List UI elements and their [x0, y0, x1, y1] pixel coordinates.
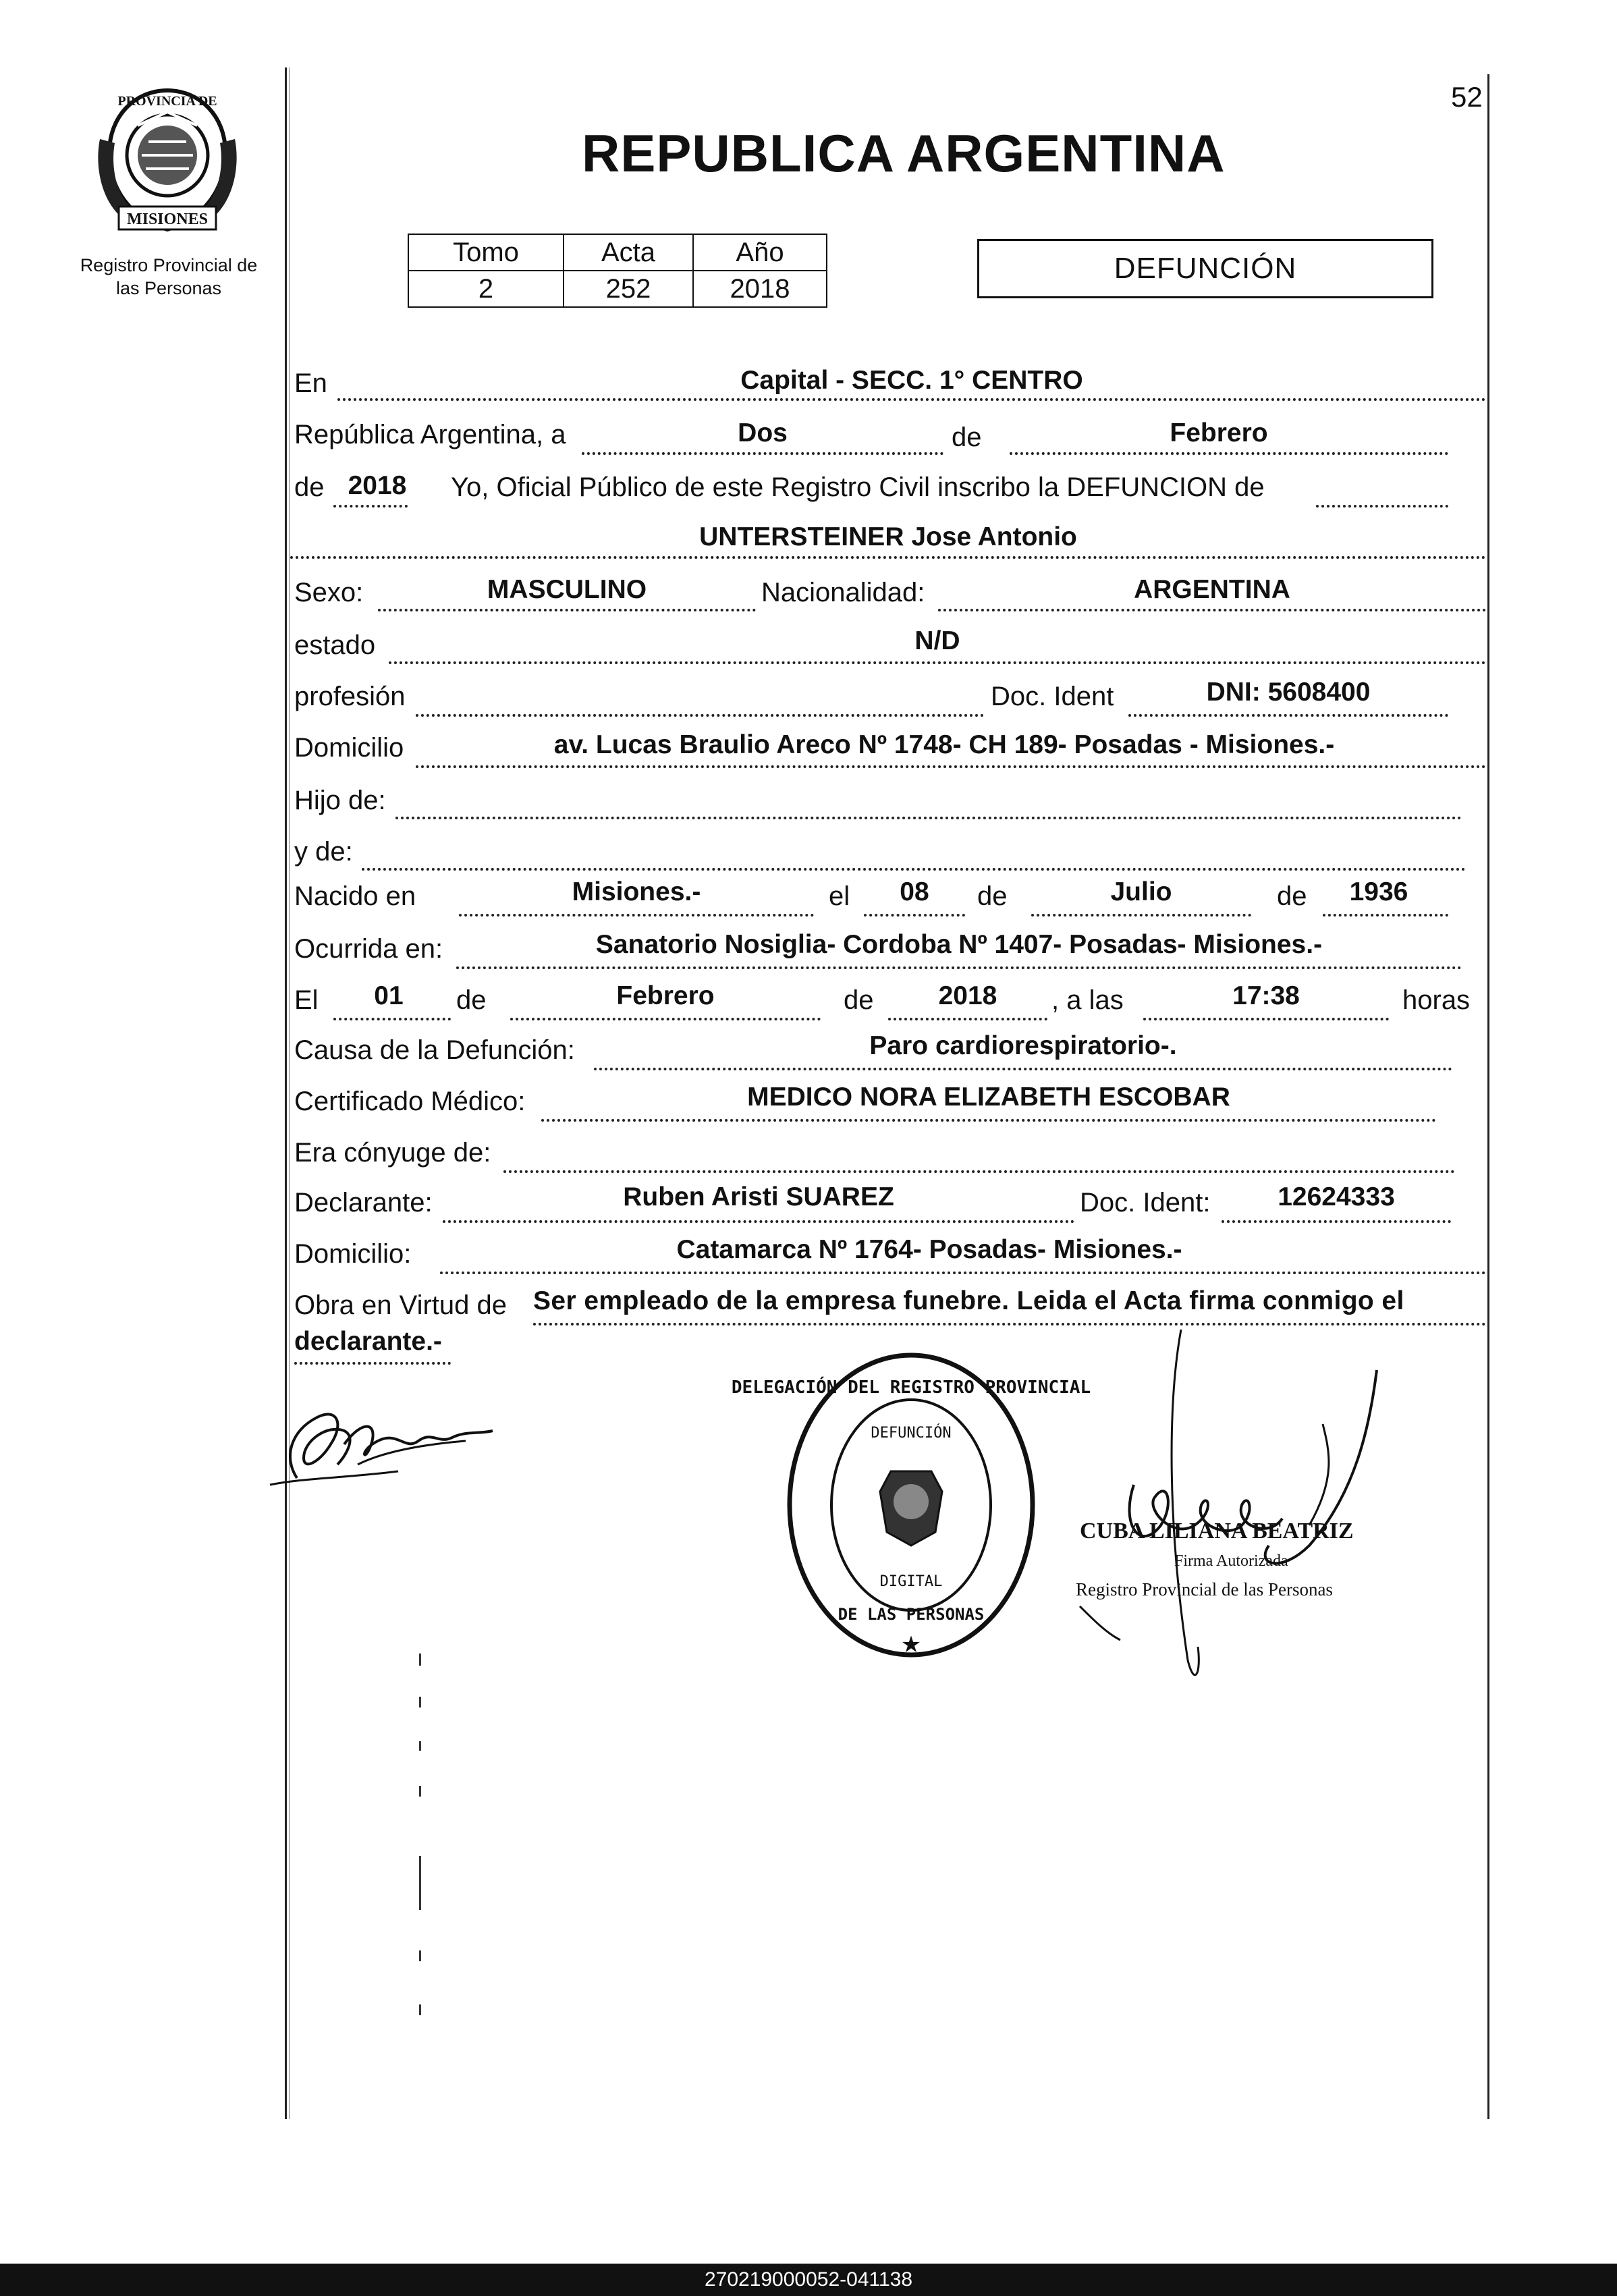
republica-label: República Argentina, a	[294, 420, 566, 449]
death-day: 01	[374, 981, 404, 1010]
yde-dots	[362, 868, 1466, 871]
yde-label: y de:	[294, 837, 353, 867]
inscribo-dots	[1316, 505, 1448, 508]
official-name: CUBA LILIANA BEATRIZ	[1080, 1519, 1354, 1543]
causa-dots	[594, 1068, 1452, 1070]
left-margin-rule	[285, 67, 287, 2119]
obra-value-line2: declarante.-	[294, 1327, 442, 1356]
document-type: DEFUNCIÓN	[977, 239, 1433, 298]
anio-value: 2018	[693, 271, 827, 307]
alas-label: , a las	[1051, 985, 1124, 1015]
death-time: 17:38	[1232, 981, 1300, 1010]
declarante-name: Ruben Aristi SUAREZ	[623, 1182, 894, 1211]
death-el-label: El	[294, 985, 319, 1015]
birth-de2-label: de	[1277, 881, 1307, 911]
death-year-dots	[888, 1018, 1047, 1020]
death-year: 2018	[938, 981, 997, 1010]
registry-name-line2: las Personas	[115, 278, 222, 298]
birth-month-dots	[1031, 914, 1251, 917]
death-place: Sanatorio Nosiglia- Cordoba Nº 1407- Posadas- Misiones.-	[595, 930, 1323, 959]
declarante-domicilio-value: Catamarca Nº 1764- Posadas- Misiones.-	[676, 1235, 1182, 1264]
year-prefix-label: de	[294, 472, 325, 502]
estado-dots	[389, 661, 1486, 664]
page-number: 52	[1451, 81, 1483, 113]
certificado-label: Certificado Médico:	[294, 1087, 526, 1116]
causa-label: Causa de la Defunción:	[294, 1035, 575, 1065]
nacionalidad-dots	[938, 609, 1486, 611]
birth-de1-label: de	[977, 881, 1008, 911]
day-dots	[582, 452, 943, 455]
birth-day: 08	[900, 877, 929, 906]
ocurrida-label: Ocurrida en:	[294, 934, 443, 964]
el-label: el	[829, 881, 850, 911]
acta-header: Acta	[564, 234, 693, 271]
record-year: 2018	[348, 471, 407, 500]
declarant-signature-icon	[263, 1377, 520, 1505]
death-month: Febrero	[616, 981, 715, 1010]
official-stamp-icon	[731, 1350, 1091, 1667]
document-code: 270219000052-041138	[704, 2268, 913, 2291]
anio-header: Año	[693, 234, 827, 271]
domicilio-label: Domicilio	[294, 733, 404, 763]
svg-text:DELEGACIÓN DEL REGISTRO PROVIN: DELEGACIÓN DEL REGISTRO PROVINCIAL	[731, 1377, 1091, 1398]
acta-value: 252	[564, 271, 693, 307]
declarante-dots	[443, 1220, 1074, 1223]
cause-of-death: Paro cardiorespiratorio-.	[869, 1031, 1177, 1060]
birth-day-dots	[864, 914, 965, 917]
province-crest-icon	[94, 85, 240, 238]
death-month-dots	[510, 1018, 821, 1020]
sexo-dots	[378, 609, 756, 611]
record-month: Febrero	[1170, 418, 1268, 447]
death-time-dots	[1143, 1018, 1389, 1020]
official-role: Firma Autorizada	[1174, 1552, 1288, 1570]
left-margin-rule-inner	[289, 67, 290, 2119]
record-table	[408, 234, 827, 308]
svg-text:DIGITAL: DIGITAL	[879, 1573, 943, 1590]
svg-text:★: ★	[900, 1632, 922, 1658]
declarante-label: Declarante:	[294, 1188, 433, 1218]
conyuge-label: Era cónyuge de:	[294, 1138, 491, 1168]
right-margin-rule	[1487, 74, 1489, 2119]
death-de2-label: de	[844, 985, 874, 1015]
year-dots	[333, 505, 408, 508]
official-signature-icon	[1053, 1323, 1431, 1701]
obra-label: Obra en Virtud de	[294, 1290, 508, 1320]
scan-tick-marks	[418, 1653, 422, 2031]
sexo-label: Sexo:	[294, 578, 364, 607]
month-dots	[1010, 452, 1448, 455]
domicilio-value: av. Lucas Braulio Areco Nº 1748- CH 189- Posadas - Misiones.-	[553, 730, 1335, 759]
tomo-header: Tomo	[408, 234, 564, 271]
nacido-dots	[459, 914, 814, 917]
birth-place: Misiones.-	[572, 877, 701, 906]
official-org: Registro Provincial de las Personas	[1076, 1579, 1333, 1600]
registry-name	[54, 254, 283, 300]
place-of-record: Capital - SECC. 1° CENTRO	[740, 366, 1083, 395]
estado-label: estado	[294, 630, 376, 660]
svg-text:MISIONES: MISIONES	[126, 211, 209, 228]
svg-text:DEFUNCIÓN: DEFUNCIÓN	[871, 1425, 952, 1442]
registry-name-line1: Registro Provincial de	[80, 255, 258, 275]
record-day: Dos	[738, 418, 788, 447]
death-de1-label: de	[456, 985, 487, 1015]
de-label-1: de	[952, 422, 982, 452]
death-day-dots	[333, 1018, 451, 1020]
deceased-name: UNTERSTEINER Jose Antonio	[699, 522, 1077, 551]
declarante-doc-dots	[1222, 1220, 1451, 1223]
sexo-value: MASCULINO	[487, 575, 647, 604]
profesion-dots	[416, 714, 984, 717]
declarante-domicilio-label: Domicilio:	[294, 1239, 412, 1269]
name-dots	[290, 556, 1486, 559]
tomo-value: 2	[408, 271, 564, 307]
declarante-domicilio-dots	[440, 1272, 1486, 1274]
ocurrida-dots	[456, 966, 1462, 969]
doc-ident-dots	[1128, 714, 1448, 717]
estado-value: N/D	[914, 626, 960, 655]
inscribo-text: Yo, Oficial Público de este Registro Civil inscribo la DEFUNCION de	[451, 472, 1265, 502]
obra-dots-2	[294, 1362, 451, 1365]
declarante-doc-value: 12624333	[1278, 1182, 1395, 1211]
birth-year-dots	[1323, 914, 1448, 917]
birth-year: 1936	[1349, 877, 1408, 906]
declarante-doc-label: Doc. Ident:	[1080, 1188, 1211, 1218]
en-label: En	[294, 368, 327, 398]
nacionalidad-label: Nacionalidad:	[761, 578, 925, 607]
obra-value-line1: Ser empleado de la empresa funebre. Leida el Acta firma conmigo el	[533, 1286, 1404, 1315]
doc-ident-value: DNI: 5608400	[1206, 678, 1371, 707]
hijo-label: Hijo de:	[294, 786, 386, 815]
conyuge-dots	[503, 1170, 1455, 1173]
birth-month: Julio	[1110, 877, 1172, 906]
certificado-dots	[541, 1119, 1436, 1122]
nacionalidad-value: ARGENTINA	[1134, 575, 1290, 604]
page-title: REPUBLICA ARGENTINA	[582, 124, 1226, 183]
doc-ident-label: Doc. Ident	[991, 682, 1114, 711]
nacido-label: Nacido en	[294, 881, 416, 911]
svg-text:PROVINCIA DE: PROVINCIA DE	[117, 94, 217, 109]
profesion-label: profesión	[294, 682, 406, 711]
en-dots	[337, 398, 1486, 401]
horas-label: horas	[1402, 985, 1471, 1015]
svg-text:DE LAS PERSONAS: DE LAS PERSONAS	[838, 1605, 985, 1624]
medical-certificate: MEDICO NORA ELIZABETH ESCOBAR	[747, 1083, 1230, 1112]
domicilio-dots	[416, 765, 1486, 768]
hijo-dots	[395, 817, 1462, 819]
